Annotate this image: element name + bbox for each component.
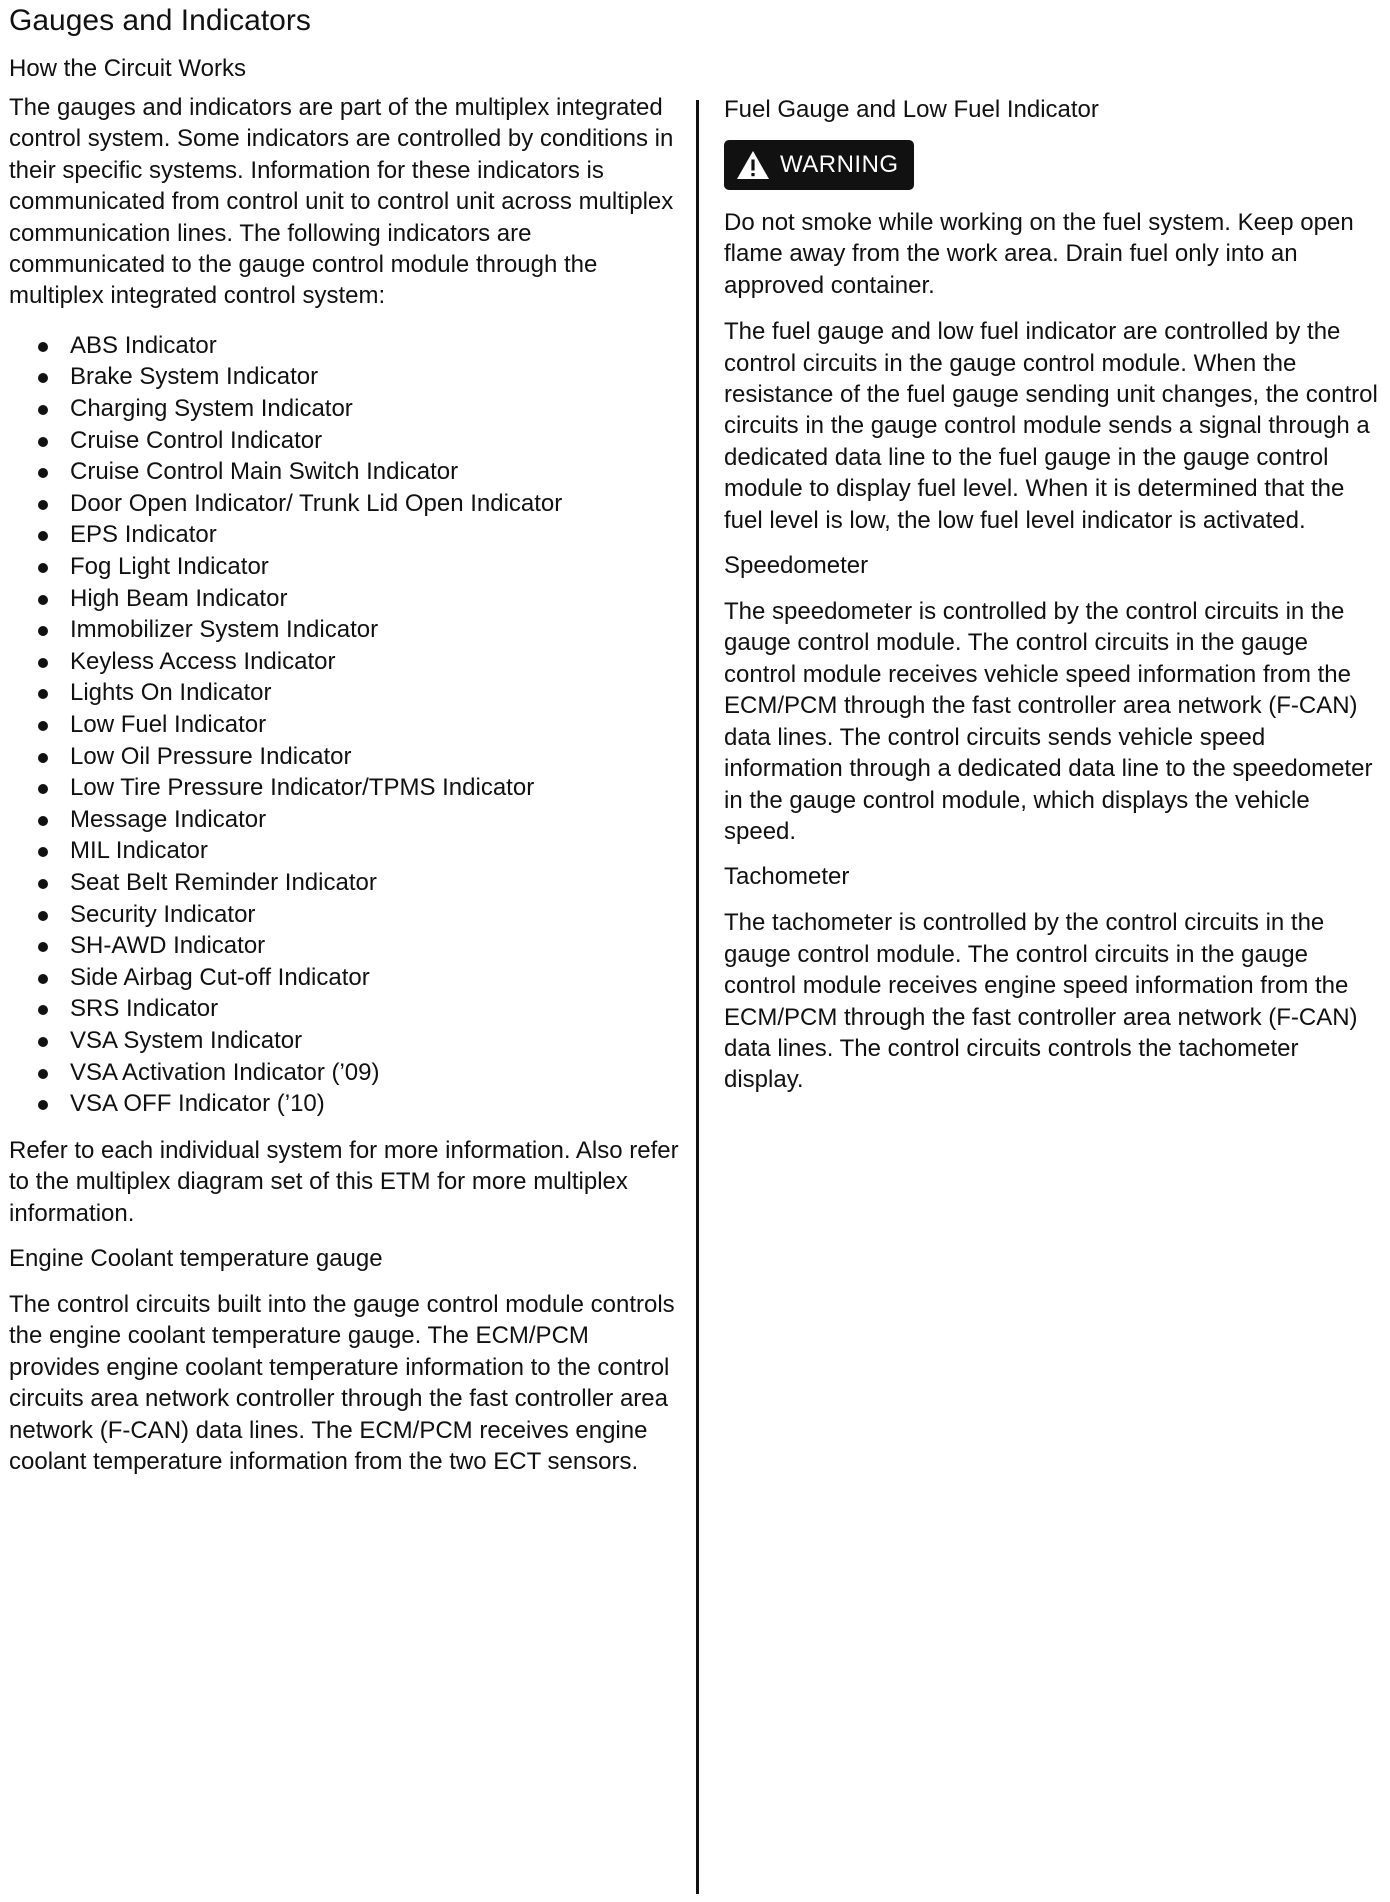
list-item: Immobilizer System Indicator	[9, 614, 679, 646]
tachometer-paragraph: The tachometer is controlled by the control circuits in the gauge control module. The control circuits in the gauge control module receives engine speed information from the ECM/PCM through the fast controller area network (F-CAN) data lines. The control circuits controls the tachometer display.	[724, 909, 1358, 1094]
warning-badge	[724, 140, 914, 190]
list-item: Side Airbag Cut-off Indicator	[9, 962, 679, 994]
warning-label: WARNING	[780, 151, 899, 178]
warning-triangle-icon	[736, 150, 770, 180]
right-column	[724, 95, 1384, 1096]
left-column	[9, 54, 679, 1477]
intro-paragraph: The gauges and indicators are part of the multiplex integrated control system. Some indicators are controlled by conditions in their specific systems. Information for these indicators is communicated from control unit to control unit across multiplex communication lines. The following indicators are communicated to the gauge control module through the multiplex integrated control system:	[9, 94, 674, 310]
list-item: SH-AWD Indicator	[9, 930, 679, 962]
list-item: VSA Activation Indicator (’09)	[9, 1057, 679, 1089]
list-item: MIL Indicator	[9, 835, 679, 867]
list-item: VSA System Indicator	[9, 1025, 679, 1057]
list-item: EPS Indicator	[9, 519, 679, 551]
section-heading-how-circuit-works: How the Circuit Works	[9, 55, 246, 82]
list-item: Message Indicator	[9, 804, 679, 836]
warning-text: Do not smoke while working on the fuel system. Keep open flame away from the work area. Drain fuel only into an approved container.	[724, 209, 1354, 299]
indicator-list	[9, 330, 679, 1120]
section-heading-speedometer: Speedometer	[724, 552, 869, 580]
list-item: Cruise Control Indicator	[9, 425, 679, 457]
speedometer-paragraph: The speedometer is controlled by the control circuits in the gauge control module. The control circuits in the gauge control module receives vehicle speed information from the ECM/PCM through the fast controller area network (F-CAN) data lines. The control circuits sends vehicle speed information through a dedicated data line to the speedometer in the gauge control module, which displays the vehicle speed.	[724, 598, 1373, 845]
list-item: Low Fuel Indicator	[9, 709, 679, 741]
coolant-paragraph: The control circuits built into the gauge control module controls the engine coolant temperature gauge. The ECM/PCM provides engine coolant temperature information to the control circuits area network controller through the fast controller area network (F-CAN) data lines. The ECM/PCM receives engine coolant temperature information from the two ECT sensors.	[9, 1290, 675, 1475]
refer-paragraph: Refer to each individual system for more information. Also refer to the multiplex diagram set of this ETM for more multiplex information.	[9, 1136, 679, 1227]
section-heading-fuel-gauge: Fuel Gauge and Low Fuel Indicator	[724, 96, 1099, 123]
list-item: Charging System Indicator	[9, 393, 679, 425]
list-item: Cruise Control Main Switch Indicator	[9, 456, 679, 488]
list-item: VSA OFF Indicator (’10)	[9, 1088, 679, 1120]
list-item: Fog Light Indicator	[9, 551, 679, 583]
list-item: Lights On Indicator	[9, 677, 679, 709]
list-item: Security Indicator	[9, 899, 679, 931]
list-item: Brake System Indicator	[9, 361, 679, 393]
section-heading-tachometer: Tachometer	[724, 863, 850, 891]
page-title: Gauges and Indicators	[9, 4, 311, 37]
section-heading-coolant-gauge: Engine Coolant temperature gauge	[9, 1244, 383, 1272]
list-item: Low Oil Pressure Indicator	[9, 741, 679, 773]
list-item: High Beam Indicator	[9, 583, 679, 615]
list-item: SRS Indicator	[9, 993, 679, 1025]
list-item: Keyless Access Indicator	[9, 646, 679, 678]
list-item: Door Open Indicator/ Trunk Lid Open Indicator	[9, 488, 679, 520]
list-item: ABS Indicator	[9, 330, 679, 362]
list-item: Low Tire Pressure Indicator/TPMS Indicator	[9, 772, 679, 804]
fuel-paragraph: The fuel gauge and low fuel indicator are controlled by the control circuits in the gauge control module. When the resistance of the fuel gauge sending unit changes, the control circuits in the gauge control module sends a signal through a dedicated data line to the fuel gauge in the gauge control module to display fuel level. When it is determined that the fuel level is low, the low fuel level indicator is activated.	[724, 318, 1378, 534]
list-item: Seat Belt Reminder Indicator	[9, 867, 679, 899]
column-divider	[696, 100, 699, 1894]
